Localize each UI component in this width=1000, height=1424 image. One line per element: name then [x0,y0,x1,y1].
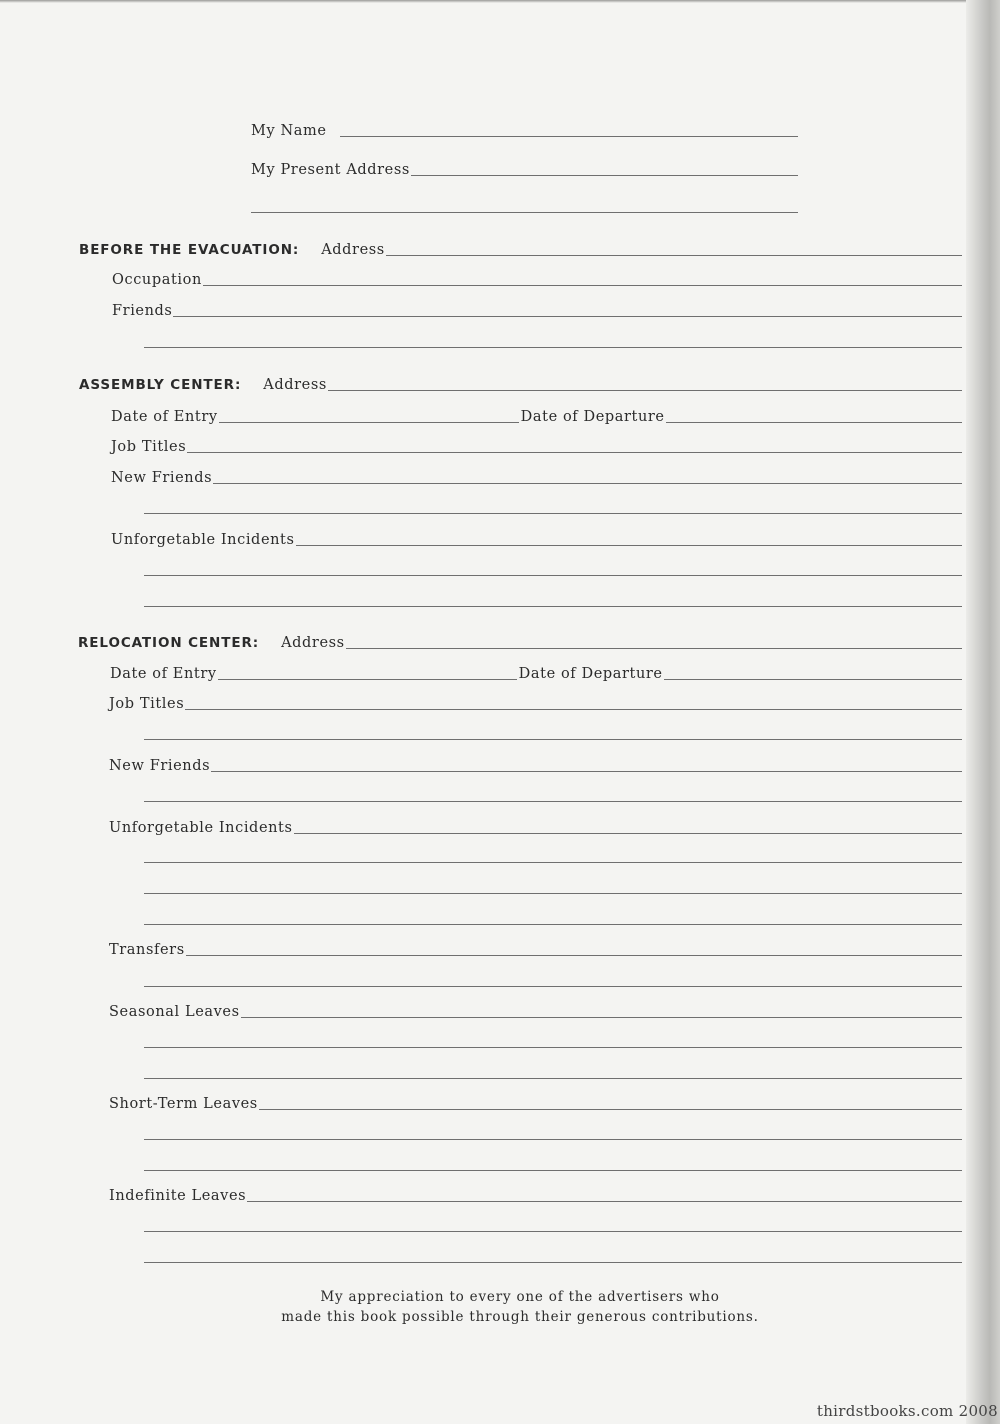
relocation-date-departure-label: Date of Departure [518,666,663,682]
assembly-new-friends-field-2[interactable] [144,513,962,514]
assembly-date-departure-field[interactable] [666,422,962,423]
occupation-field[interactable] [203,285,962,286]
before-address-label: Address [321,242,385,258]
my-name-row [251,118,798,140]
assembly-new-friends-label: New Friends [111,470,213,486]
seasonal-leaves-row [109,999,962,1021]
before-friends-field-2[interactable] [144,347,962,348]
relocation-incidents-field-3[interactable] [144,893,962,894]
before-friends-label: Friends [112,303,173,319]
seasonal-leaves-field[interactable] [241,1017,962,1018]
relocation-job-titles-field-2[interactable] [144,739,962,740]
assembly-incidents-label: Unforgetable Incidents [111,532,295,548]
relocation-job-titles-label: Job Titles [109,696,185,712]
relocation-incidents-label: Unforgetable Incidents [109,820,293,836]
short-term-leaves-row [109,1091,962,1113]
assembly-dates-row [111,404,962,426]
relocation-date-departure-field[interactable] [664,679,962,680]
assembly-new-friends-field[interactable] [213,483,962,484]
indefinite-leaves-field-3[interactable] [144,1262,962,1263]
occupation-row [112,267,962,289]
relocation-address-row [78,630,962,652]
indefinite-leaves-field-2[interactable] [144,1231,962,1232]
assembly-new-friends-row [111,465,962,487]
relocation-address-label: Address [281,635,345,651]
before-friends-row [112,298,962,320]
assembly-address-field[interactable] [328,390,962,391]
closing-note [200,1287,840,1327]
relocation-incidents-field[interactable] [294,833,962,834]
assembly-address-row [79,372,962,394]
assembly-job-titles-label: Job Titles [111,439,187,455]
seasonal-leaves-field-3[interactable] [144,1078,962,1079]
indefinite-leaves-row [109,1183,962,1205]
assembly-address-label: Address [263,377,327,393]
present-address-row [251,157,798,179]
assembly-date-entry-label: Date of Entry [111,409,218,425]
before-address-row [79,237,962,259]
my-name-label: My Name [251,123,327,139]
transfers-field-2[interactable] [144,986,962,987]
relocation-new-friends-label: New Friends [109,758,211,774]
indefinite-leaves-field[interactable] [247,1201,962,1202]
seasonal-leaves-field-2[interactable] [144,1047,962,1048]
short-term-leaves-field-2[interactable] [144,1139,962,1140]
assembly-incidents-field[interactable] [296,545,962,546]
assembly-date-departure-label: Date of Departure [520,409,665,425]
assembly-date-entry-field[interactable] [219,422,519,423]
relocation-date-entry-label: Date of Entry [110,666,217,682]
page-top-edge [0,0,1000,3]
indefinite-leaves-label: Indefinite Leaves [109,1188,247,1204]
short-term-leaves-label: Short-Term Leaves [109,1096,258,1112]
before-address-field[interactable] [386,255,962,256]
assembly-heading: ASSEMBLY CENTER: [79,377,242,393]
assembly-incidents-row [111,527,962,549]
relocation-heading: RELOCATION CENTER: [78,635,260,651]
occupation-label: Occupation [112,272,202,288]
before-friends-field[interactable] [173,316,962,317]
watermark: thirdstbooks.com 2008 [816,1402,998,1420]
relocation-incidents-field-4[interactable] [144,924,962,925]
relocation-new-friends-field[interactable] [211,771,962,772]
present-address-field-2[interactable] [251,212,798,213]
assembly-job-titles-row [111,434,962,456]
short-term-leaves-field[interactable] [259,1109,962,1110]
relocation-new-friends-row [109,753,962,775]
relocation-dates-row [110,661,962,683]
relocation-job-titles-field[interactable] [185,709,962,710]
assembly-job-titles-field[interactable] [187,452,962,453]
my-name-field[interactable] [340,136,798,137]
present-address-label: My Present Address [251,162,410,178]
relocation-job-titles-row [109,691,962,713]
page-binding-edge [966,0,1000,1424]
relocation-date-entry-field[interactable] [218,679,517,680]
short-term-leaves-field-3[interactable] [144,1170,962,1171]
closing-line-1: My appreciation to every one of the advertisers who [320,1289,720,1305]
relocation-incidents-field-2[interactable] [144,862,962,863]
present-address-field[interactable] [411,175,798,176]
relocation-incidents-row [109,815,962,837]
relocation-address-field[interactable] [346,648,962,649]
assembly-incidents-field-3[interactable] [144,606,962,607]
transfers-row [109,937,962,959]
assembly-incidents-field-2[interactable] [144,575,962,576]
relocation-new-friends-field-2[interactable] [144,801,962,802]
transfers-label: Transfers [109,942,185,958]
transfers-field[interactable] [186,955,962,956]
seasonal-leaves-label: Seasonal Leaves [109,1004,240,1020]
closing-line-2: made this book possible through their generous contributions. [281,1309,759,1325]
before-heading: BEFORE THE EVACUATION: [79,242,300,258]
